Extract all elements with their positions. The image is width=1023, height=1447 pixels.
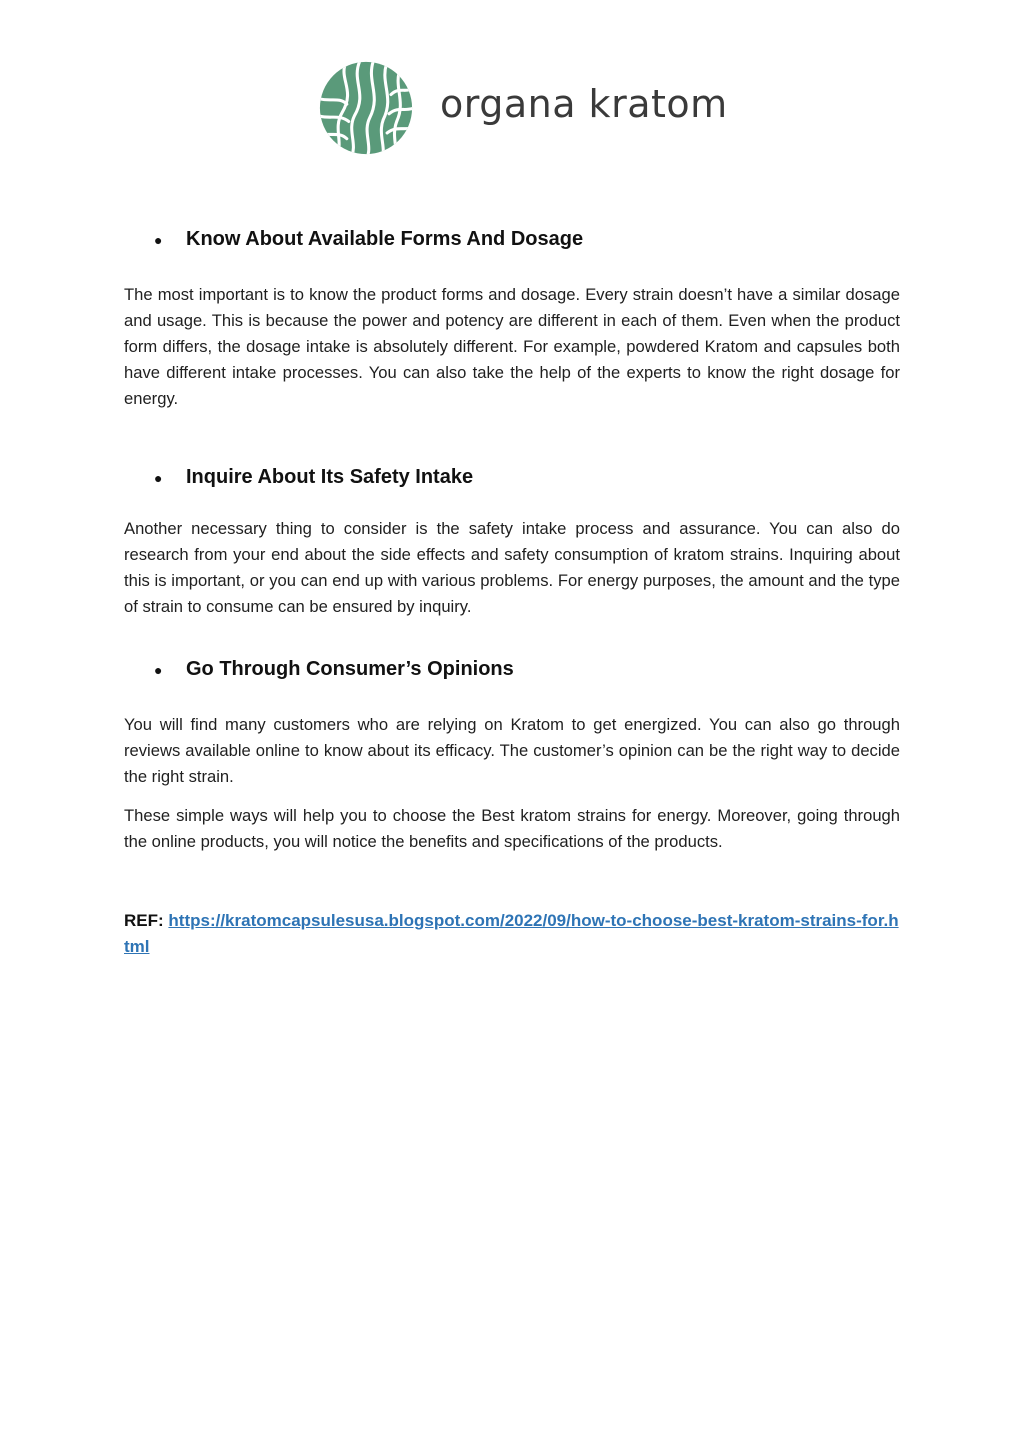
section-paragraph: Another necessary thing to consider is the safety intake process and assurance. You can also do research from your end about the side effects and safety consumption of kratom strains. Inquiring about this is important, or you can end up with various problems. For energy purposes, the amount and the type of strain to consume can be ensured by inquiry. — [124, 519, 900, 616]
section-heading — [124, 466, 900, 489]
section-paragraph: You will find many customers who are relying on Kratom to get energized. You can also go through reviews available online to know about its efficacy. The customer’s opinion can be the right way to decide the right strain. — [124, 715, 900, 786]
section-paragraph: These simple ways will help you to choose the Best kratom strains for energy. Moreover, going through the online products, you will notice the benefits and specifications of the products. — [124, 806, 900, 851]
reference-label: REF: — [124, 911, 164, 930]
leaf-logo-icon — [318, 60, 414, 156]
header — [318, 60, 728, 156]
brand-name: organa kratom — [440, 82, 728, 126]
section-heading — [124, 228, 900, 251]
section-heading-text: Go Through Consumer’s Opinions — [186, 658, 514, 680]
reference — [124, 908, 900, 960]
bullet-icon: ● — [154, 231, 163, 248]
section-heading-text: Know About Available Forms And Dosage — [186, 228, 584, 250]
bullet-icon: ● — [154, 469, 163, 486]
reference-link[interactable]: https://kratomcapsulesusa.blogspot.com/2022/09/how-to-choose-best-kratom-strains-for.html — [124, 911, 899, 956]
section-heading — [124, 658, 900, 681]
section-heading-text: Inquire About Its Safety Intake — [186, 466, 474, 488]
section-paragraph: The most important is to know the product forms and dosage. Every strain doesn’t have a similar dosage and usage. This is because the power and potency are different in each of them. Even when the product form differs, the dosage intake is absolutely different. For example, powdered Kratom and capsules both have different intake processes. You can also take the help of the experts to know the right dosage for energy. — [124, 285, 900, 408]
bullet-icon: ● — [154, 661, 163, 678]
